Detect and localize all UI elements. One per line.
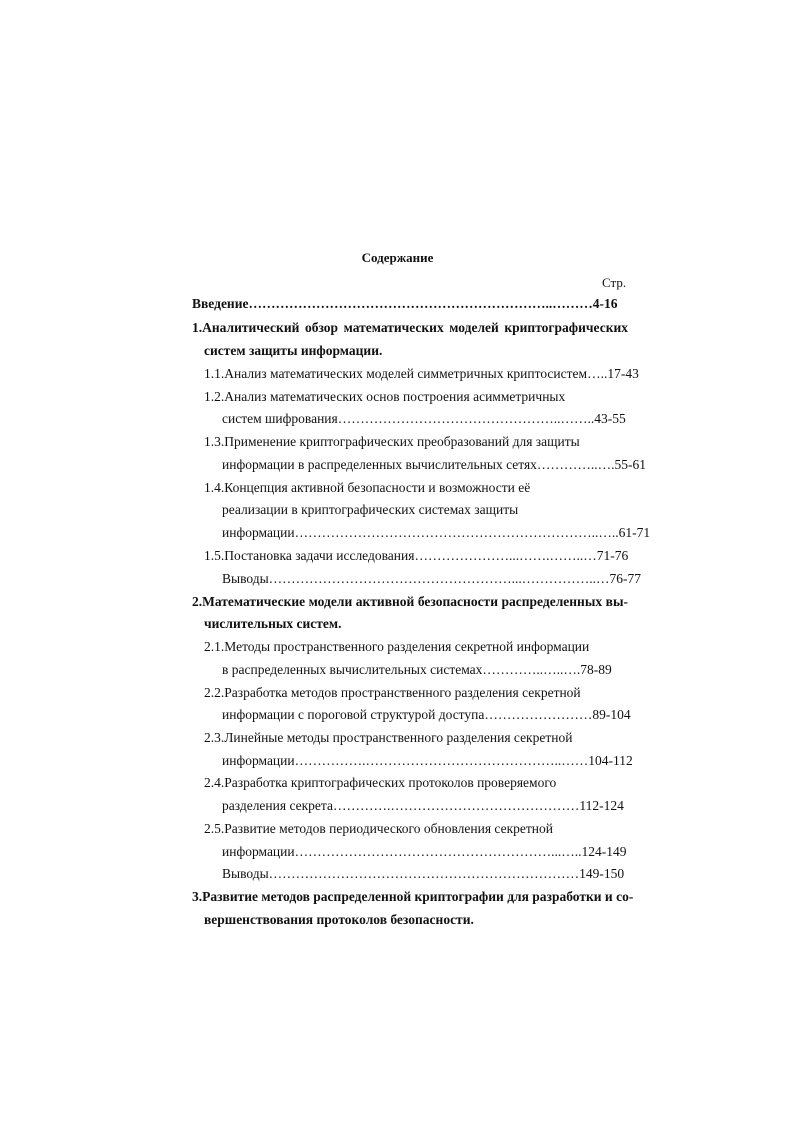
toc-section-1-4-line-1: 1.4.Концепция активной безопасности и возможности её [204,480,531,495]
toc-chapter-3-line-2: вершенствования протоколов безопасности. [204,912,474,927]
toc-section-2-4-line-1: 2.4.Разработка криптографических протоколов проверяемого [204,775,557,790]
toc-intro: Введение…………………………………………………………..………4-16 [192,296,618,311]
toc-chapter-1-line-1: 1.Аналитический обзор математических моделей криптографических [192,320,628,335]
toc-chapter-2-line-2: числительных систем. [204,616,342,631]
toc-title: Содержание [361,250,434,265]
toc-chapter-2-conclusions: Выводы……………………………………………………………149-150 [222,866,625,881]
toc-chapter-1-line-2: систем защиты информации. [204,343,383,358]
toc-section-2-3-line-2: информации…………….……………………………………..……104-112 [222,753,633,768]
toc-section-1-5: 1.5.Постановка задачи исследования…………………...…….……..…71-76 [204,548,629,563]
toc-chapter-1-conclusions: Выводы………………………………………………...……………..…76-77 [222,571,642,586]
toc-section-1-1: 1.1.Анализ математических моделей симметричных криптосистем…..17-43 [204,366,639,381]
toc-section-2-5-line-2: информации…………………………………………………...…..124-149 [222,844,627,859]
page-column-label: Стр. [602,275,627,290]
toc-section-1-4-line-2: реализации в криптографических системах защиты [222,502,519,517]
toc-section-1-3-line-1: 1.3.Применение криптографических преобразований для защиты [204,434,580,449]
toc-section-1-2-line-2: систем шифрования…………………………………………..……..43-55 [222,411,626,426]
toc-section-2-1-line-2: в распределенных вычислительных системах…………..…..….78-89 [222,662,612,677]
toc-chapter-3-line-1: 3.Развитие методов распределенной криптографии для разработки и со- [192,889,634,904]
toc-section-2-5-line-1: 2.5.Развитие методов периодического обновления секретной [204,821,553,836]
toc-section-1-4-line-3: информации…………………………………………………………..…..61-71 [222,525,651,540]
toc-section-2-1-line-1: 2.1.Методы пространственного разделения секретной информации [204,639,590,654]
toc-section-1-3-line-2: информации в распределенных вычислительных сетях…………..….55-61 [222,457,647,472]
toc-section-2-4-line-2: разделения секрета………….……………………………………112-124 [222,798,624,813]
toc-chapter-2-line-1: 2.Математические модели активной безопасности распределенных вы- [192,594,628,609]
toc-section-1-2-line-1: 1.2.Анализ математических основ построения асимметричных [204,389,566,404]
toc-section-2-2-line-1: 2.2.Разработка методов пространственного разделения секретной [204,685,581,700]
toc-section-2-3-line-1: 2.3.Линейные методы пространственного разделения секретной [204,730,573,745]
toc-section-2-2-line-2: информации с пороговой структурой доступа……………………89-104 [222,707,631,722]
